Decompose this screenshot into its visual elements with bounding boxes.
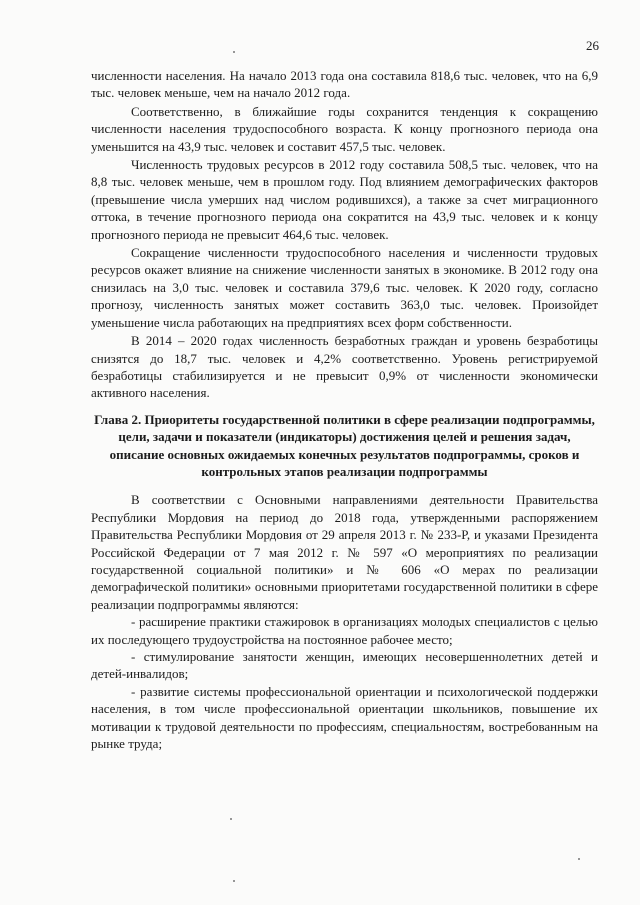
- page-number: 26: [586, 38, 599, 53]
- scan-speck: [233, 880, 235, 882]
- scan-speck: [578, 858, 580, 860]
- paragraph: численности населения. На начало 2013 года она составила 818,6 тыс. человек, что на 6,9 тыс. человек меньше, чем на начало 2012 года.: [91, 68, 598, 101]
- scan-speck: [233, 51, 235, 53]
- scan-speck: [230, 818, 232, 820]
- paragraph: В соответствии с Основными направлениями деятельности Правительства Республики Мордовия на период до 2018 года, утвержденными распоряжением Правительства Республики Мордовия от 29 апреля 2013 г. № 233-Р, и указами Президента Российской Федерации от 7 мая 2012 г. № 597 «О мероприятиях по реализации государственной социальной политики» и № 606 «О мерах по реализации демографической политики» основными приоритетами государственной политики в сфере реализации подпрограммы являются:: [91, 492, 598, 612]
- list-item: - расширение практики стажировок в организациях молодых специалистов с целью их последующего трудоустройства на постоянное рабочее место;: [91, 614, 598, 647]
- paragraph: Сокращение численности трудоспособного населения и численности трудовых ресурсов окажет влияние на снижение численности занятых в экономике. В 2012 году она снизилась на 3,0 тыс. человек и составила 379,6 тыс. человек. К 2020 году, согласно прогнозу, численность занятых может составить 363,0 тыс. человек. Произойдет уменьшение числа работающих на предприятиях всех форм собственности.: [91, 245, 598, 330]
- paragraph: Численность трудовых ресурсов в 2012 году составила 508,5 тыс. человек, что на 8,8 тыс. человек меньше, чем в прошлом году. Под влиянием демографических факторов (превышение числа умерших над числом родившихся), а также за счет миграционного оттока, в течение прогнозного периода она сократится на 43,9 тыс. человек и к концу прогнозного периода не превысит 464,6 тыс. человек.: [91, 157, 598, 242]
- list-item: - развитие системы профессиональной ориентации и психологической поддержки населения, в том числе профессиональной ориентации школьников, повышение их мотивации к трудовой деятельности по профессиям, специальностям, востребованным на рынке труда;: [91, 683, 598, 752]
- paragraph: Соответственно, в ближайшие годы сохранится тенденция к сокращению численности населения трудоспособного возраста. К концу прогнозного периода она уменьшится на 43,9 тыс. человек и составит 457,5 тыс. человек.: [91, 103, 598, 154]
- list-item: - стимулирование занятости женщин, имеющих несовершеннолетних детей и детей-инвалидов;: [91, 649, 598, 682]
- chapter-heading: Глава 2. Приоритеты государственной политики в сфере реализации подпрограммы, цели, задачи и показатели (индикаторы) достижения целей и решения задач, описание основных ожидаемых конечных результатов подпрограммы, сроков и контрольных этапов реализации подпрограммы: [94, 411, 595, 479]
- paragraph: В 2014 – 2020 годах численность безработных граждан и уровень безработицы снизятся до 18,7 тыс. человек и 4,2% соответственно. Уровень регистрируемой безработицы стабилизируется и не превысит 0,9% от численности экономически активного населения.: [91, 333, 598, 401]
- document-body: [91, 67, 598, 752]
